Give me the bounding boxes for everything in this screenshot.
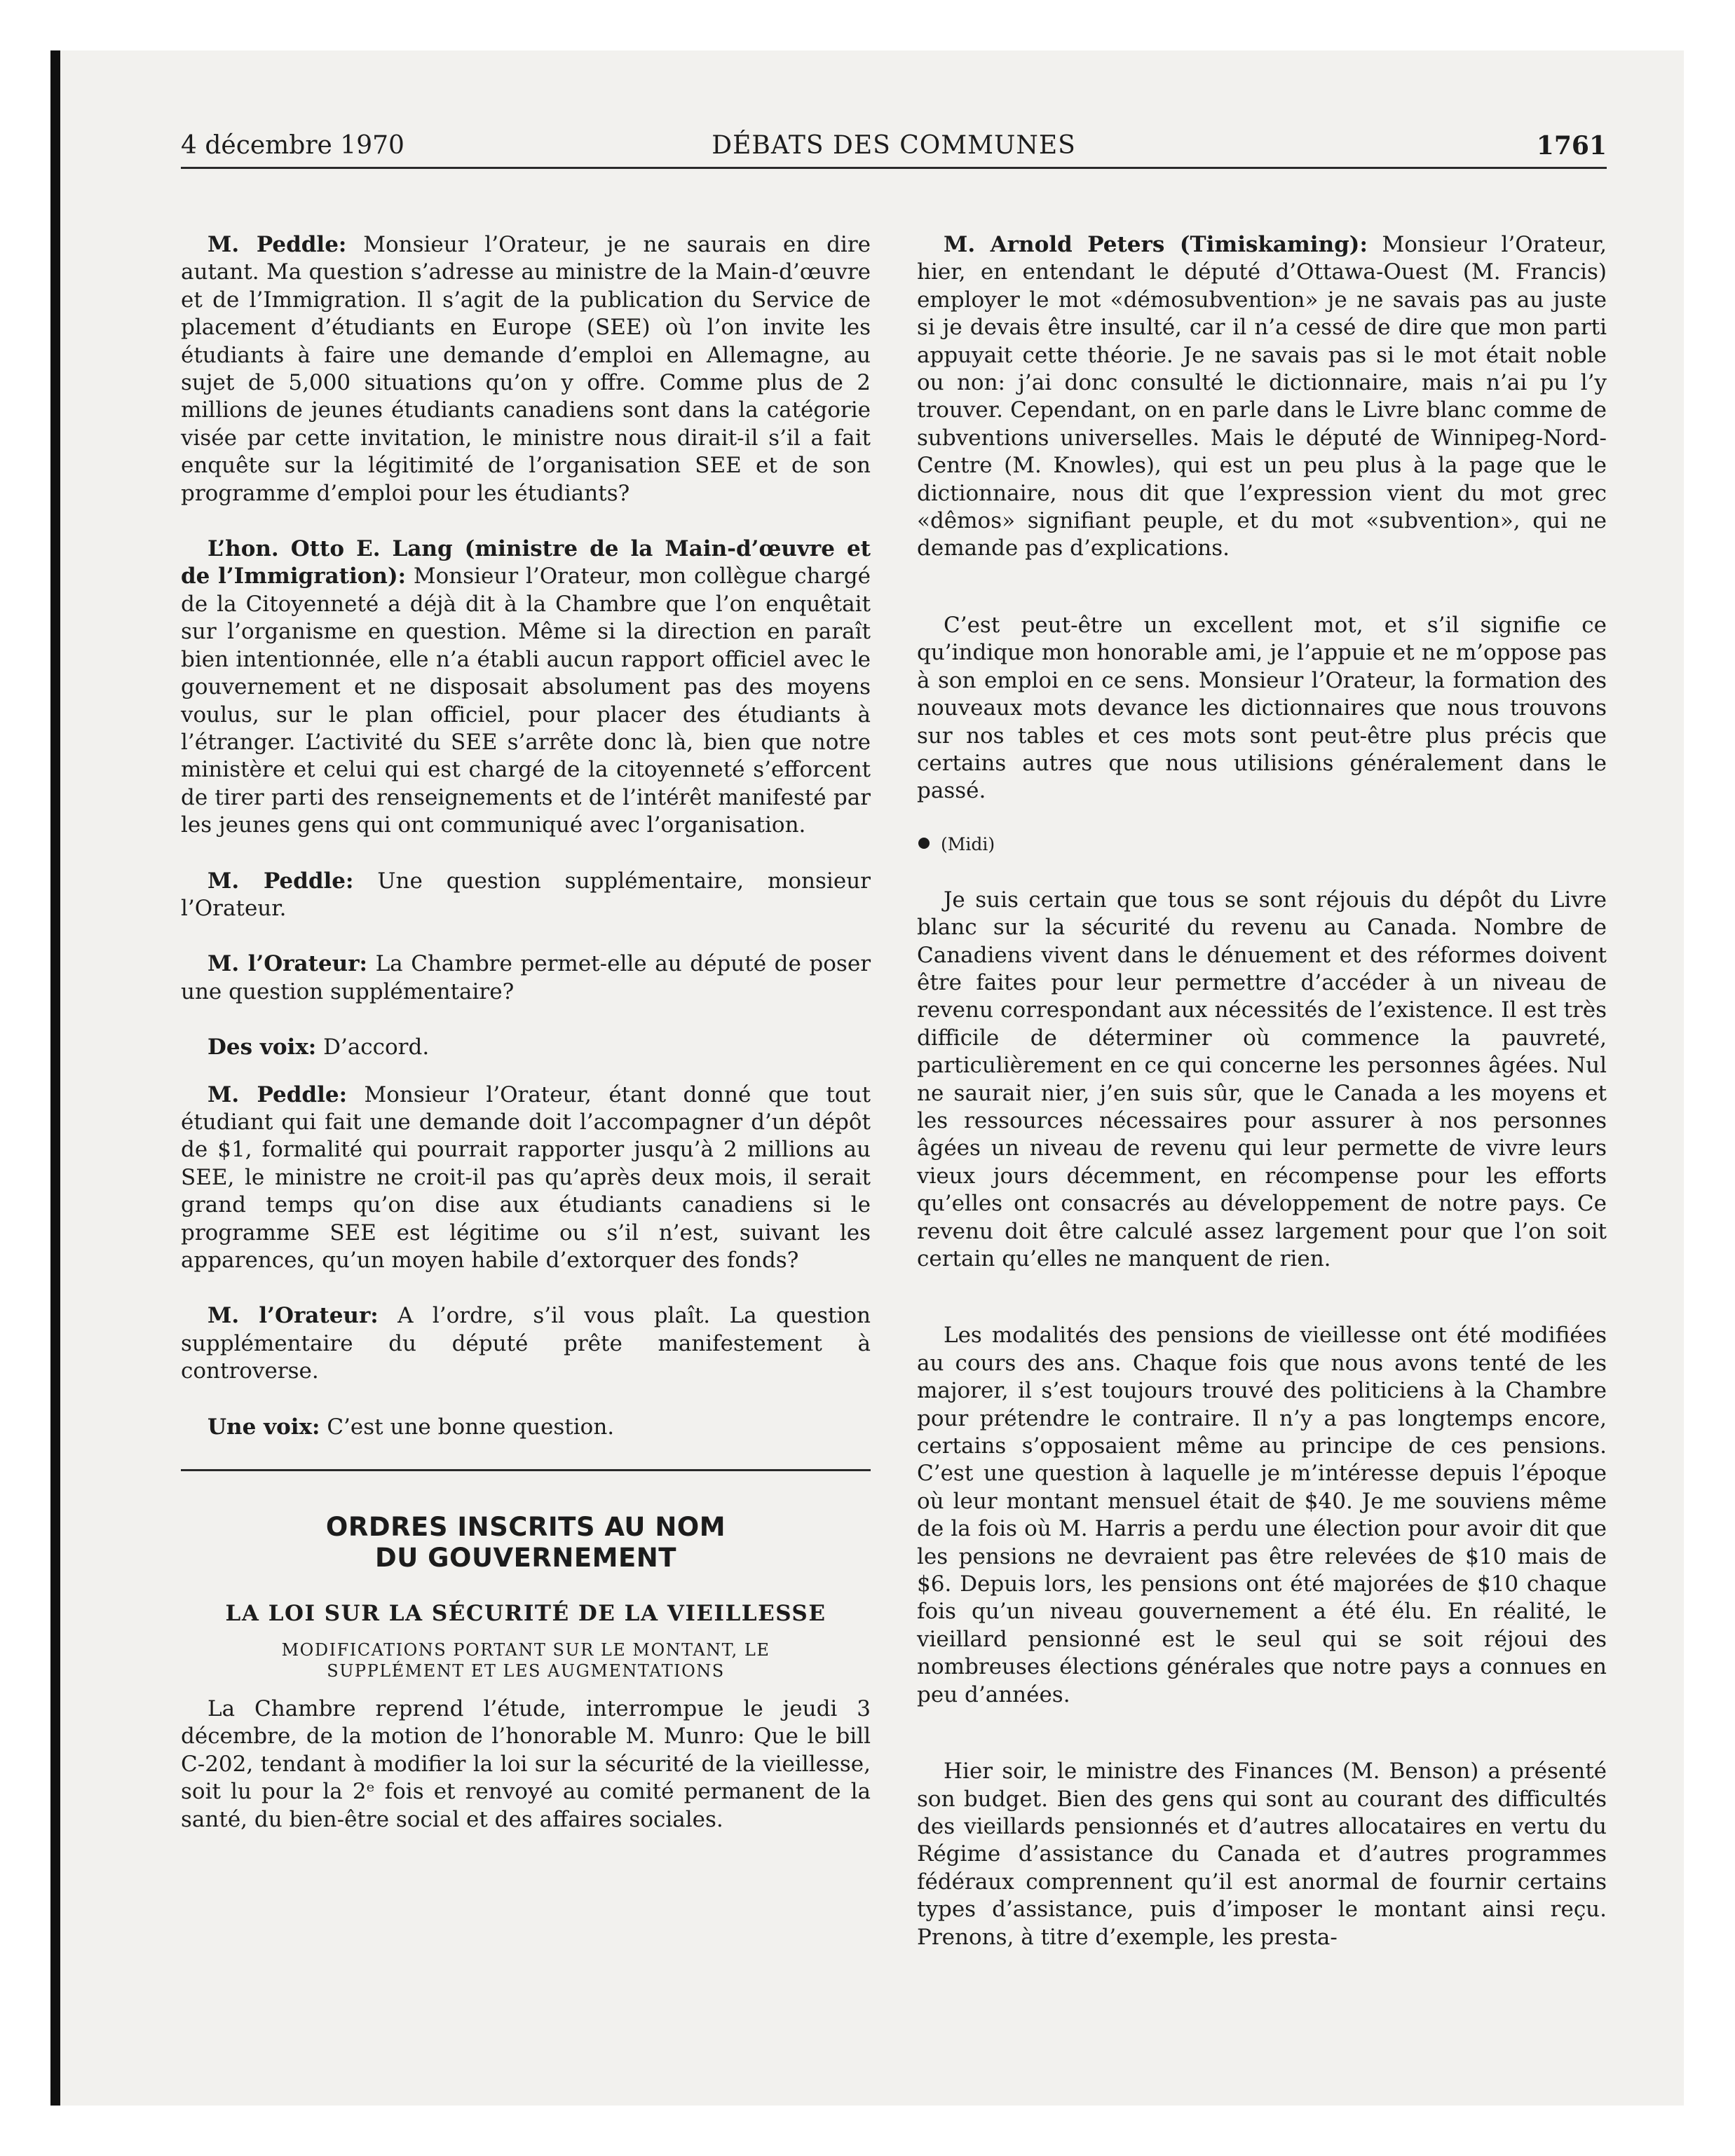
speech-text: A l’ordre, s’il vous plaît. La question supplémentaire du député prête manifestement à controverse. [181, 1303, 871, 1384]
speech-text: Monsieur l’Orateur, étant donné que tout étudiant qui fait une demande doit l’accompagner d’un dépôt de $1, formalité qui pourrait rapporter jusqu’à 2 millions au SEE, le ministre ne croit-il pas qu’après deux mois, il serait grand temps qu’on dise aux étudiants canadiens si le programme SEE est légitime ou s’il n’est, suivant les apparences, qu’un moyen habile d’extorquer des fonds? [181, 1082, 871, 1273]
speaker-name: M. Arnold Peters (Timiskaming): [944, 232, 1368, 257]
paragraph [181, 1034, 871, 1061]
running-head [181, 132, 1607, 169]
speech-text: Monsieur l’Orateur, je ne saurais en dire autant. Ma question s’adresse au ministre de la Main-d’œuvre et de l’Immigration. Il s’agit de la publication du Service de placement d’étudiants en Europe (SEE) où l’on invite les étudiants à faire une demande d’emploi en Allemagne, au sujet de 5,000 situations qu’on y offre. Comme plus de 2 millions de jeunes étudiants canadiens sont dans la catégorie visée par cette invitation, le ministre nous dirait-il s’il a fait enquête sur la légitimité de l’organisation SEE et de son programme d’emploi pour les étudiants? [181, 232, 871, 506]
paragraph: La Chambre reprend l’étude, interrompue le jeudi 3 décembre, de la motion de l’honorable M. Munro: Que le bill C-202, tendant à modifier la loi sur la sécurité de la vieillesse, soit lu pour la 2ᵉ fois et renvoyé au comité permanent de la santé, du bien-être social et des affaires sociales. [181, 1696, 871, 1832]
speech-text: Monsieur l’Orateur, hier, en entendant le député d’Ottawa-Ouest (M. Francis) employer le mot «démosubvention» je ne savais pas au juste si je devais être insulté, car il n’a cessé de dire que mon parti appuyait cette théorie. Je ne savais pas si le mot était noble ou non: j’ai donc consulté le dictionnaire, mais n’ai pu l’y trouver. Cependant, on en parle dans le Livre blanc comme de subventions universelles. Mais le député de Winnipeg-Nord-Centre (M. Knowles), qui est un peu plus à la page que le dictionnaire, nous dit que l’expression vient du mot grec «dêmos» signifiant peuple, et du mot «subvention», qui ne demande pas d’explications. [917, 232, 1607, 561]
right-column [917, 231, 1607, 1979]
bill-heading: LA LOI SUR LA SÉCURITÉ DE LA VIEILLESSE [225, 1601, 826, 1627]
section-divider [181, 1469, 871, 1471]
bullet-icon [918, 838, 930, 849]
speaker-name: M. l’Orateur: [207, 1303, 379, 1329]
header-title: DÉBATS DES COMMUNES [712, 131, 1076, 160]
orders-heading-line: DU GOUVERNEMENT [375, 1543, 676, 1574]
paragraph [181, 535, 871, 839]
bill-subheading-line: SUPPLÉMENT ET LES AUGMENTATIONS [327, 1661, 725, 1681]
paragraph: Les modalités des pensions de vieillesse ont été modifiées au cours des ans. Chaque fois que nous avons tenté de les majorer, il s’est toujours trouvé des politiciens à la Chambre pour prétendre le contraire. Il n’y a pas longtemps encore, certains s’opposaient même au principe de ces pensions. C’est une question à laquelle je m’intéresse depuis l’époque où leur montant mensuel était de $40. Je me souviens même de la fois où M. Harris a perdu une élection pour avoir dit que les pensions ne devraient pas être relevées de $10 mais de $6. Depuis lors, les pensions ont été majorées de $10 chaque fois qu’un niveau gouvernement a été élu. En réalité, le vieillard pensionné est le seul qui se soit réjoui des nombreuses élections générales que notre pays a connues en peu d’années. [917, 1323, 1607, 1707]
speaker-name: Des voix: [207, 1035, 317, 1060]
header-date: 4 décembre 1970 [181, 131, 404, 160]
orders-heading [181, 1512, 871, 1574]
paragraph [917, 231, 1607, 563]
speaker-name: M. Peddle: [207, 232, 347, 257]
paragraph: C’est peut-être un excellent mot, et s’il signifie ce qu’indique mon honorable ami, je l’appuie et ne m’oppose pas à son emploi en ce sens. Monsieur l’Orateur, la formation des nouveaux mots devance les dictionnaires que nous trouvons sur nos tables et ces mots sont peut-être plus précis que certains autres que nous utilisions généralement dans le passé. [917, 612, 1607, 804]
paragraph [181, 1414, 871, 1441]
time-marker [917, 833, 1607, 856]
paragraph [181, 868, 871, 923]
time-marker-text: (Midi) [941, 833, 995, 854]
page-number: 1761 [1536, 131, 1607, 161]
paragraph [181, 231, 871, 507]
bill-subheading-line: MODIFICATIONS PORTANT SUR LE MONTANT, LE [281, 1640, 770, 1660]
paragraph [181, 950, 871, 1006]
speaker-name: M. Peddle: [207, 868, 354, 894]
left-column [181, 231, 871, 1862]
speech-text: D’accord. [316, 1035, 430, 1060]
speech-text: La Chambre permet-elle au député de poser une question supplémentaire? [181, 951, 871, 1004]
scan-edge [50, 50, 60, 2106]
speech-text: Monsieur l’Orateur, mon collègue chargé de la Citoyenneté a déjà dit à la Chambre que l’on enquêtait sur l’organisme en question. Même si la direction en paraît bien intentionnée, elle n’a établi aucun rapport officiel avec le gouvernement et ne disposait absolument pas des moyens voulus, sur le plan officiel, pour placer des étudiants à l’étranger. L’activité du SEE s’arrête donc là, bien que notre ministère et celui qui est chargé de la citoyenneté s’efforcent de tirer parti des renseignements et de l’intérêt manifesté par les jeunes gens qui ont communiqué avec l’organisation. [181, 564, 871, 838]
speech-text: C’est une bonne question. [320, 1414, 615, 1440]
paragraph [181, 1082, 871, 1275]
paragraph: Je suis certain que tous se sont réjouis du dépôt du Livre blanc sur la sécurité du revenu au Canada. Nombre de Canadiens vivent dans le dénuement et des réformes doivent être faites pour leur permettre d’accéder à un niveau de revenu correspondant aux nécessités de l’existence. Il est très difficile de déterminer où commence la pauvreté, particulièrement en ce qui concerne les personnes âgées. Nul ne saurait nier, j’en suis sûr, que le Canada a les moyens et les ressources nécessaires pour assurer à nos personnes âgées un niveau de revenu qui leur permette de vivre leurs vieux jours décemment, en récompense pour les efforts qu’elles ont consacrés au développement de notre pays. Ce revenu doit être calculé assez largement pour que l’on soit certain qu’elles ne manquent de rien. [917, 887, 1607, 1271]
speech-text: Une question supplémentaire, monsieur l’Orateur. [181, 868, 871, 921]
bill-subheading [181, 1639, 871, 1681]
speaker-name: M. Peddle: [207, 1082, 348, 1107]
orders-heading-line: ORDRES INSCRITS AU NOM [325, 1512, 726, 1543]
speaker-name: Une voix: [207, 1414, 320, 1440]
speaker-name: M. l’Orateur: [207, 951, 367, 977]
paragraph [181, 1302, 871, 1385]
speaker-name: L’hon. Otto E. Lang (ministre de la Main-d’œuvre et de l’Immigration): [181, 536, 871, 589]
paragraph: Hier soir, le ministre des Finances (M. Benson) a présenté son budget. Bien des gens qui sont au courant des difficultés des vieillards pensionnés et d’autres allocataires en vertu du Régime d’assistance du Canada et d’autres programmes fédéraux comprennent qu’il est anormal de fournir certains types d’assistance, puis d’imposer le montant ainsi reçu. Prenons, à titre d’exemple, les presta- [917, 1759, 1607, 1950]
